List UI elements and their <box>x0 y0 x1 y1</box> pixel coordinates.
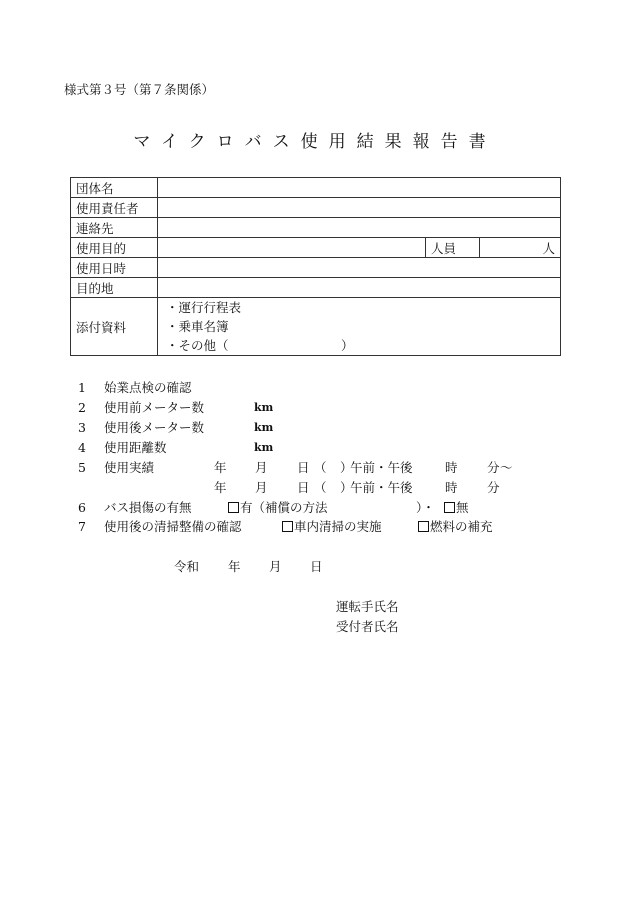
responsible-label: 使用責任者 <box>71 198 158 218</box>
item-number: 1 <box>78 380 86 395</box>
item-number: 6 <box>78 500 86 515</box>
form-number: 様式第３号（第７条関係） <box>64 82 215 97</box>
paren-close: ） <box>340 460 353 475</box>
table-row <box>71 278 561 298</box>
organization-label: 団体名 <box>71 178 158 198</box>
item-label: 使用実績 <box>104 460 155 475</box>
day-word: 日 <box>297 480 310 495</box>
item-label: バス損傷の有無 <box>104 500 192 515</box>
unit-km: km <box>254 421 274 434</box>
tilde: 〜 <box>500 460 513 475</box>
unit-km: km <box>254 401 274 414</box>
organization-field[interactable] <box>158 178 561 198</box>
unit-km: km <box>254 441 274 454</box>
item-number: 4 <box>78 440 86 455</box>
purpose-field[interactable] <box>158 238 426 258</box>
fuel-option[interactable]: 燃料の補充 <box>418 519 493 535</box>
month-word: 月 <box>255 480 268 495</box>
item-number: 7 <box>78 519 86 534</box>
contact-label: 連絡先 <box>71 218 158 238</box>
hour-word: 時 <box>445 460 458 475</box>
item-label: 使用距離数 <box>104 440 167 455</box>
reiwa-era: 令和 <box>174 559 200 574</box>
table-row <box>71 218 561 238</box>
table-row <box>71 258 561 278</box>
table-row <box>71 198 561 218</box>
month-word: 月 <box>255 460 268 475</box>
info-table <box>70 177 561 356</box>
damage-no-option[interactable]: 無 <box>444 500 469 516</box>
checkbox-icon <box>444 502 455 513</box>
attachment-item: ・運行行程表 <box>166 300 242 315</box>
attachments-label: 添付資料 <box>71 298 158 356</box>
datetime-field[interactable] <box>158 258 561 278</box>
minute-word: 分 <box>487 480 500 495</box>
attachments-cell <box>158 298 561 356</box>
document-title: マイクロバス使用結果報告書 <box>133 132 497 152</box>
item-label: 使用後の清掃整備の確認 <box>104 519 242 534</box>
people-field[interactable] <box>479 238 560 258</box>
cleaning-option[interactable]: 車内清掃の実施 <box>282 519 382 535</box>
damage-yes-option[interactable]: 有（補償の方法 <box>228 500 328 516</box>
paren-open: （ <box>314 480 327 495</box>
purpose-label: 使用目的 <box>71 238 158 258</box>
reiwa-month: 月 <box>269 559 282 574</box>
paren-open: （ <box>314 460 327 475</box>
driver-name-label: 運転手氏名 <box>336 599 399 614</box>
people-unit: 人 <box>542 240 555 256</box>
table-row <box>71 298 561 356</box>
ampm-choice[interactable]: 午前・午後 <box>350 480 413 495</box>
year-word: 年 <box>214 480 227 495</box>
receiver-name-label: 受付者氏名 <box>336 619 399 634</box>
datetime-label: 使用日時 <box>71 258 158 278</box>
destination-label: 目的地 <box>71 278 158 298</box>
attachment-item: ・その他（ ） <box>166 338 354 353</box>
table-row <box>71 238 561 258</box>
contact-field[interactable] <box>158 218 561 238</box>
ampm-choice[interactable]: 午前・午後 <box>350 460 413 475</box>
checkbox-icon <box>228 502 239 513</box>
paren-close: ） <box>340 480 353 495</box>
checkbox-icon <box>282 521 293 532</box>
table-row <box>71 178 561 198</box>
damage-sep: ）・ <box>416 500 435 515</box>
checkbox-icon <box>418 521 429 532</box>
day-word: 日 <box>297 460 310 475</box>
minute-word: 分 <box>487 460 500 475</box>
item-number: 3 <box>78 420 86 435</box>
item-label: 使用前メーター数 <box>104 400 205 415</box>
item-label: 始業点検の確認 <box>104 380 192 395</box>
hour-word: 時 <box>445 480 458 495</box>
attachment-item: ・乗車名簿 <box>166 319 229 334</box>
item-label: 使用後メーター数 <box>104 420 205 435</box>
year-word: 年 <box>214 460 227 475</box>
reiwa-day: 日 <box>310 559 323 574</box>
reiwa-year: 年 <box>228 559 241 574</box>
item-number: 5 <box>78 460 86 475</box>
item-number: 2 <box>78 400 86 415</box>
responsible-field[interactable] <box>158 198 561 218</box>
people-label: 人員 <box>425 238 479 258</box>
destination-field[interactable] <box>158 278 561 298</box>
